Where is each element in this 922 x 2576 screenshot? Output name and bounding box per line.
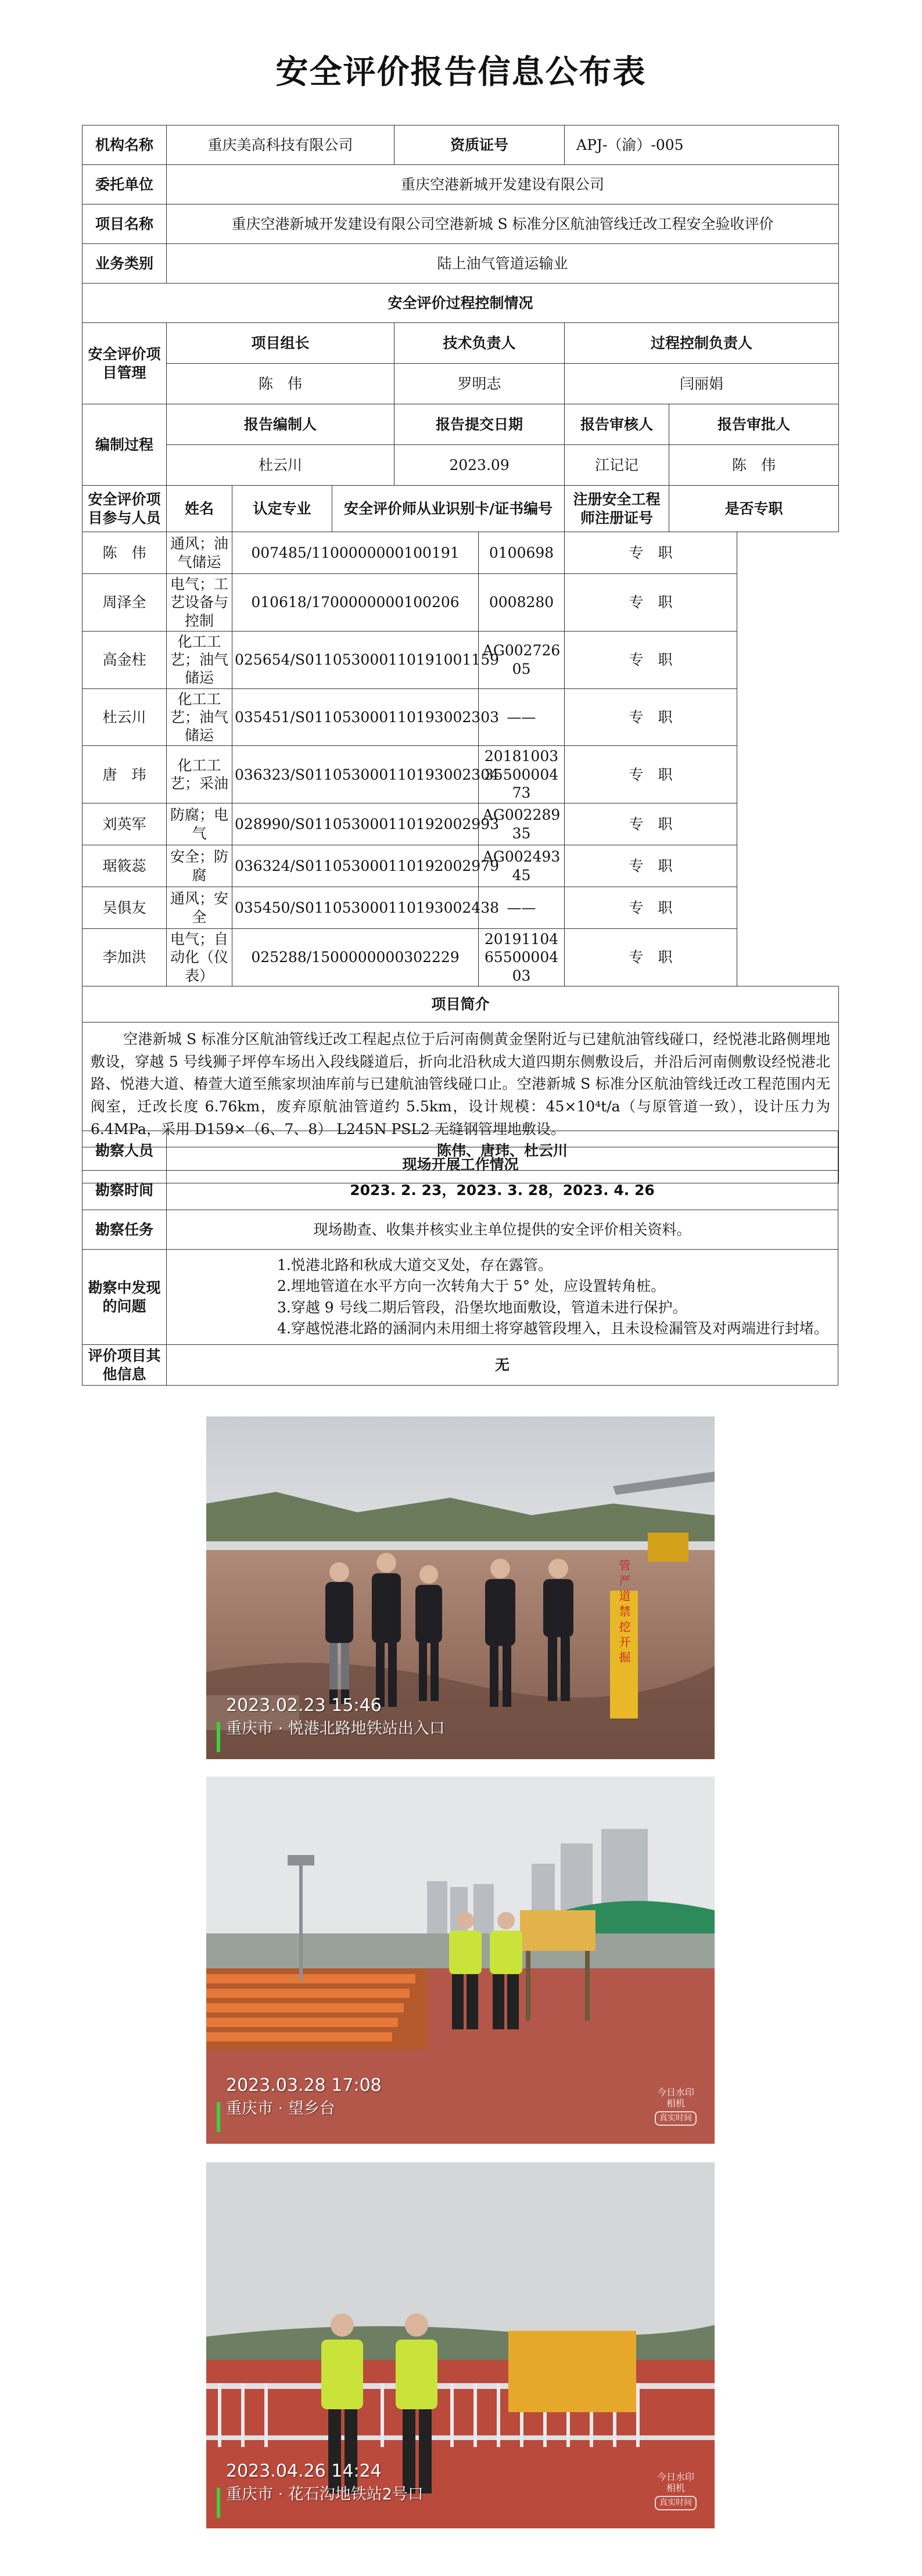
stamp-bar [217,2102,220,2132]
personnel-reg: —— [479,887,565,929]
personnel-row [82,532,839,574]
personnel-name: 吴俱友 [82,887,167,929]
personnel-card: 035450/S011053000110193002438 [232,887,479,929]
personnel-major: 化工工艺；油气储运 [167,631,232,688]
photo-3-stamp [226,2461,424,2504]
photo-3-watermark [650,2471,702,2517]
client-value: 重庆空港新城开发建设有限公司 [167,165,839,204]
personnel-name: 刘英军 [82,803,167,845]
personnel-fulltime: 专 职 [565,845,737,887]
photo-2-watermark [650,2087,702,2132]
other-label: 评价项目其他信息 [82,1345,167,1386]
personnel-card: 025288/1500000000302229 [232,929,479,986]
personnel-reg: AG00249345 [479,845,565,887]
org-label: 机构名称 [82,125,167,165]
personnel-fulltime: 专 职 [565,574,737,632]
personnel-row [82,845,839,887]
photo-2-datetime: 2023.03.28 17:08 [226,2075,382,2096]
personnel-major: 电气；自动化（仪表） [167,929,232,986]
watermark-badge: 真实时间 [655,2496,697,2510]
watermark-badge: 真实时间 [655,2111,697,2126]
page-title: 安全评价报告信息公布表 [275,53,647,91]
site-table [82,1131,838,1386]
task-label: 勘察任务 [82,1210,167,1250]
personnel-fulltime: 专 职 [565,688,737,746]
personnel-reg: 0008280 [479,574,565,632]
personnel-header: 安全评价师从业识别卡/证书编号 [332,486,565,532]
management-header: 过程控制负责人 [565,323,839,364]
personnel-card: 010618/1700000000100206 [232,574,479,632]
personnel-major: 化工工艺；油气储运 [167,688,232,746]
personnel-fulltime: 专 职 [565,746,737,803]
personnel-fulltime: 专 职 [565,532,737,574]
other-value: 无 [167,1345,838,1386]
photo-3-datetime: 2023.04.26 14:24 [226,2461,382,2481]
compile-label: 编制过程 [82,404,167,486]
management-header: 项目组长 [167,323,394,364]
problem-item: 3.穿越 9 号线二期后管段，沿堡坎地面敷设，管道未进行保护。 [277,1298,687,1316]
personnel-fulltime: 专 职 [565,631,737,688]
personnel-major: 化工工艺；采油 [167,746,232,803]
personnel-card: 035451/S011053000110193002303 [232,688,479,746]
problems-list [277,1255,835,1339]
people-label: 勘察人员 [82,1131,167,1171]
problem-item: 2.埋地管道在水平方向一次转角大于 5° 处，应设置转角桩。 [277,1278,666,1295]
personnel-fulltime: 专 职 [565,887,737,929]
project-label: 项目名称 [82,204,167,244]
problems-cell [167,1250,838,1345]
personnel-header: 是否专职 [669,486,839,532]
photo-1-datetime: 2023.02.23 15:46 [226,1695,382,1716]
personnel-name: 李加洪 [82,929,167,986]
compile-value: 陈 伟 [669,445,839,486]
site-photo-3 [206,2162,715,2528]
intro-section-heading: 项目简介 [82,986,839,1022]
personnel-name: 杜云川 [82,688,167,746]
personnel-row [82,887,839,929]
personnel-card: 007485/1100000000100191 [232,532,479,574]
site-photo-2 [206,1777,715,2144]
personnel-row [82,803,839,845]
personnel-reg: —— [479,688,565,746]
personnel-name: 周泽全 [82,574,167,632]
time-label: 勘察时间 [82,1171,167,1210]
personnel-reg: 0100698 [479,532,565,574]
personnel-row [82,688,839,746]
personnel-row [82,929,839,986]
personnel-row [82,631,839,688]
photo-1-location: 重庆市 · 悦港北路地铁站出入口 [226,1720,445,1738]
problem-item: 4.穿越悦港北路的涵洞内未用细土将穿越管段埋入，且未设检漏管及对两端进行封堵。 [277,1319,828,1337]
watermark-brand: 今日水印 [656,2087,694,2098]
marker-post-text: 管 严 道 禁 挖 开 掘 [617,1559,631,1663]
personnel-reg: 201810033550000473 [479,746,565,803]
cert-label: 资质证号 [394,125,565,165]
personnel-row [82,574,839,632]
people-value: 陈伟、唐玮、杜云川 [167,1131,838,1171]
photo-2-location: 重庆市 · 望乡台 [226,2100,335,2118]
problems-label: 勘察中发现的问题 [82,1250,167,1345]
personnel-name: 陈 伟 [82,532,167,574]
cert-value: APJ-（渝）-005 [565,125,839,165]
personnel-reg: 201911046550000403 [479,929,565,986]
info-table [82,125,839,1183]
compile-value: 杜云川 [167,445,394,486]
personnel-major: 防腐；电气 [167,803,232,845]
personnel-name: 高金柱 [82,631,167,688]
management-value: 罗明志 [394,364,565,404]
management-header: 技术负责人 [394,323,565,364]
compile-header: 报告审批人 [669,404,839,445]
compile-header: 报告编制人 [167,404,394,445]
personnel-header: 姓名 [167,486,232,532]
personnel-name: 唐 玮 [82,746,167,803]
process-section-heading: 安全评价过程控制情况 [82,284,839,323]
compile-value: 江记记 [565,445,669,486]
personnel-major: 电气；工艺设备与控制 [167,574,232,632]
compile-value: 2023.09 [394,445,565,486]
personnel-card: 036323/S011053000110193002304 [232,746,479,803]
compile-header: 报告提交日期 [394,404,565,445]
personnel-fulltime: 专 职 [565,929,737,986]
time-value: 2023. 2. 23，2023. 3. 28，2023. 4. 26 [167,1171,838,1210]
personnel-major: 通风；安全 [167,887,232,929]
watermark-brand: 今日水印 [656,2471,694,2482]
personnel-card: 028990/S011053000110192002993 [232,803,479,845]
management-value: 闫丽娟 [565,364,839,404]
project-value: 重庆空港新城开发建设有限公司空港新城 S 标准分区航油管线迁改工程安全验收评价 [167,204,839,244]
stamp-bar [217,1722,220,1752]
watermark-camera: 相机 [666,2098,685,2109]
personnel-header: 认定专业 [232,486,332,532]
personnel-major: 通风；油气储运 [167,532,232,574]
management-value: 陈 伟 [167,364,394,404]
personnel-fulltime: 专 职 [565,803,737,845]
business-label: 业务类别 [82,244,167,284]
photo-3-location: 重庆市 · 花石沟地铁站2号口 [226,2485,424,2503]
photo-2-stamp [226,2075,382,2118]
compile-header: 报告审核人 [565,404,669,445]
intro-text-body: 空港新城 S 标准分区航油管线迁改工程起点位于后河南侧黄金堡附近与已建航油管线碰口，经悦港北路侧埋地敷设，穿越 5 号线狮子坪停车场出入段线隧道后，折向北沿秋成大道四期东侧敷设后，并沿后河南侧敷设经悦港北路、悦港大道、椿萱大道至熊家坝油库前与已建航油管线碰口止。空港新城 S 标准分区航油管线迁改工程范围内无阀室，迁改长度 6.76km，废弃原航油管道约 5.5km，设计规模：45×10⁴t/a（与原管道一致），设计压力为 6.4MPa，采用 D159×（6、7、8） L245N PSL2 无缝钢管埋地敷设。 [91,1030,831,1138]
problem-item: 1.悦港北路和秋成大道交叉处，存在露管。 [277,1257,553,1273]
business-value: 陆上油气管道运输业 [167,244,839,284]
personnel-name: 琚筱蕊 [82,845,167,887]
management-label: 安全评价项目管理 [82,323,167,404]
task-value: 现场勘查、收集并核实业主单位提供的安全评价相关资料。 [167,1210,838,1250]
personnel-reg: AG00272605 [479,631,565,688]
site-photo-1 [206,1416,715,1759]
personnel-major: 安全；防腐 [167,845,232,887]
personnel-reg: AG00228935 [479,803,565,845]
stamp-bar [217,2488,220,2518]
personnel-row [82,746,839,803]
personnel-card: 025654/S011053000110191001159 [232,631,479,688]
client-label: 委托单位 [82,165,167,204]
site-section-heading: 现场开展工作情况 [82,1147,839,1183]
org-value: 重庆美高科技有限公司 [167,125,394,165]
intro-text [82,1022,839,1147]
personnel-header: 注册安全工程师注册证号 [565,486,669,532]
personnel-label: 安全评价项目参与人员 [82,486,167,532]
photo-1-stamp [226,1695,445,1738]
watermark-camera: 相机 [666,2482,685,2494]
personnel-card: 036324/S011053000110192002979 [232,845,479,887]
